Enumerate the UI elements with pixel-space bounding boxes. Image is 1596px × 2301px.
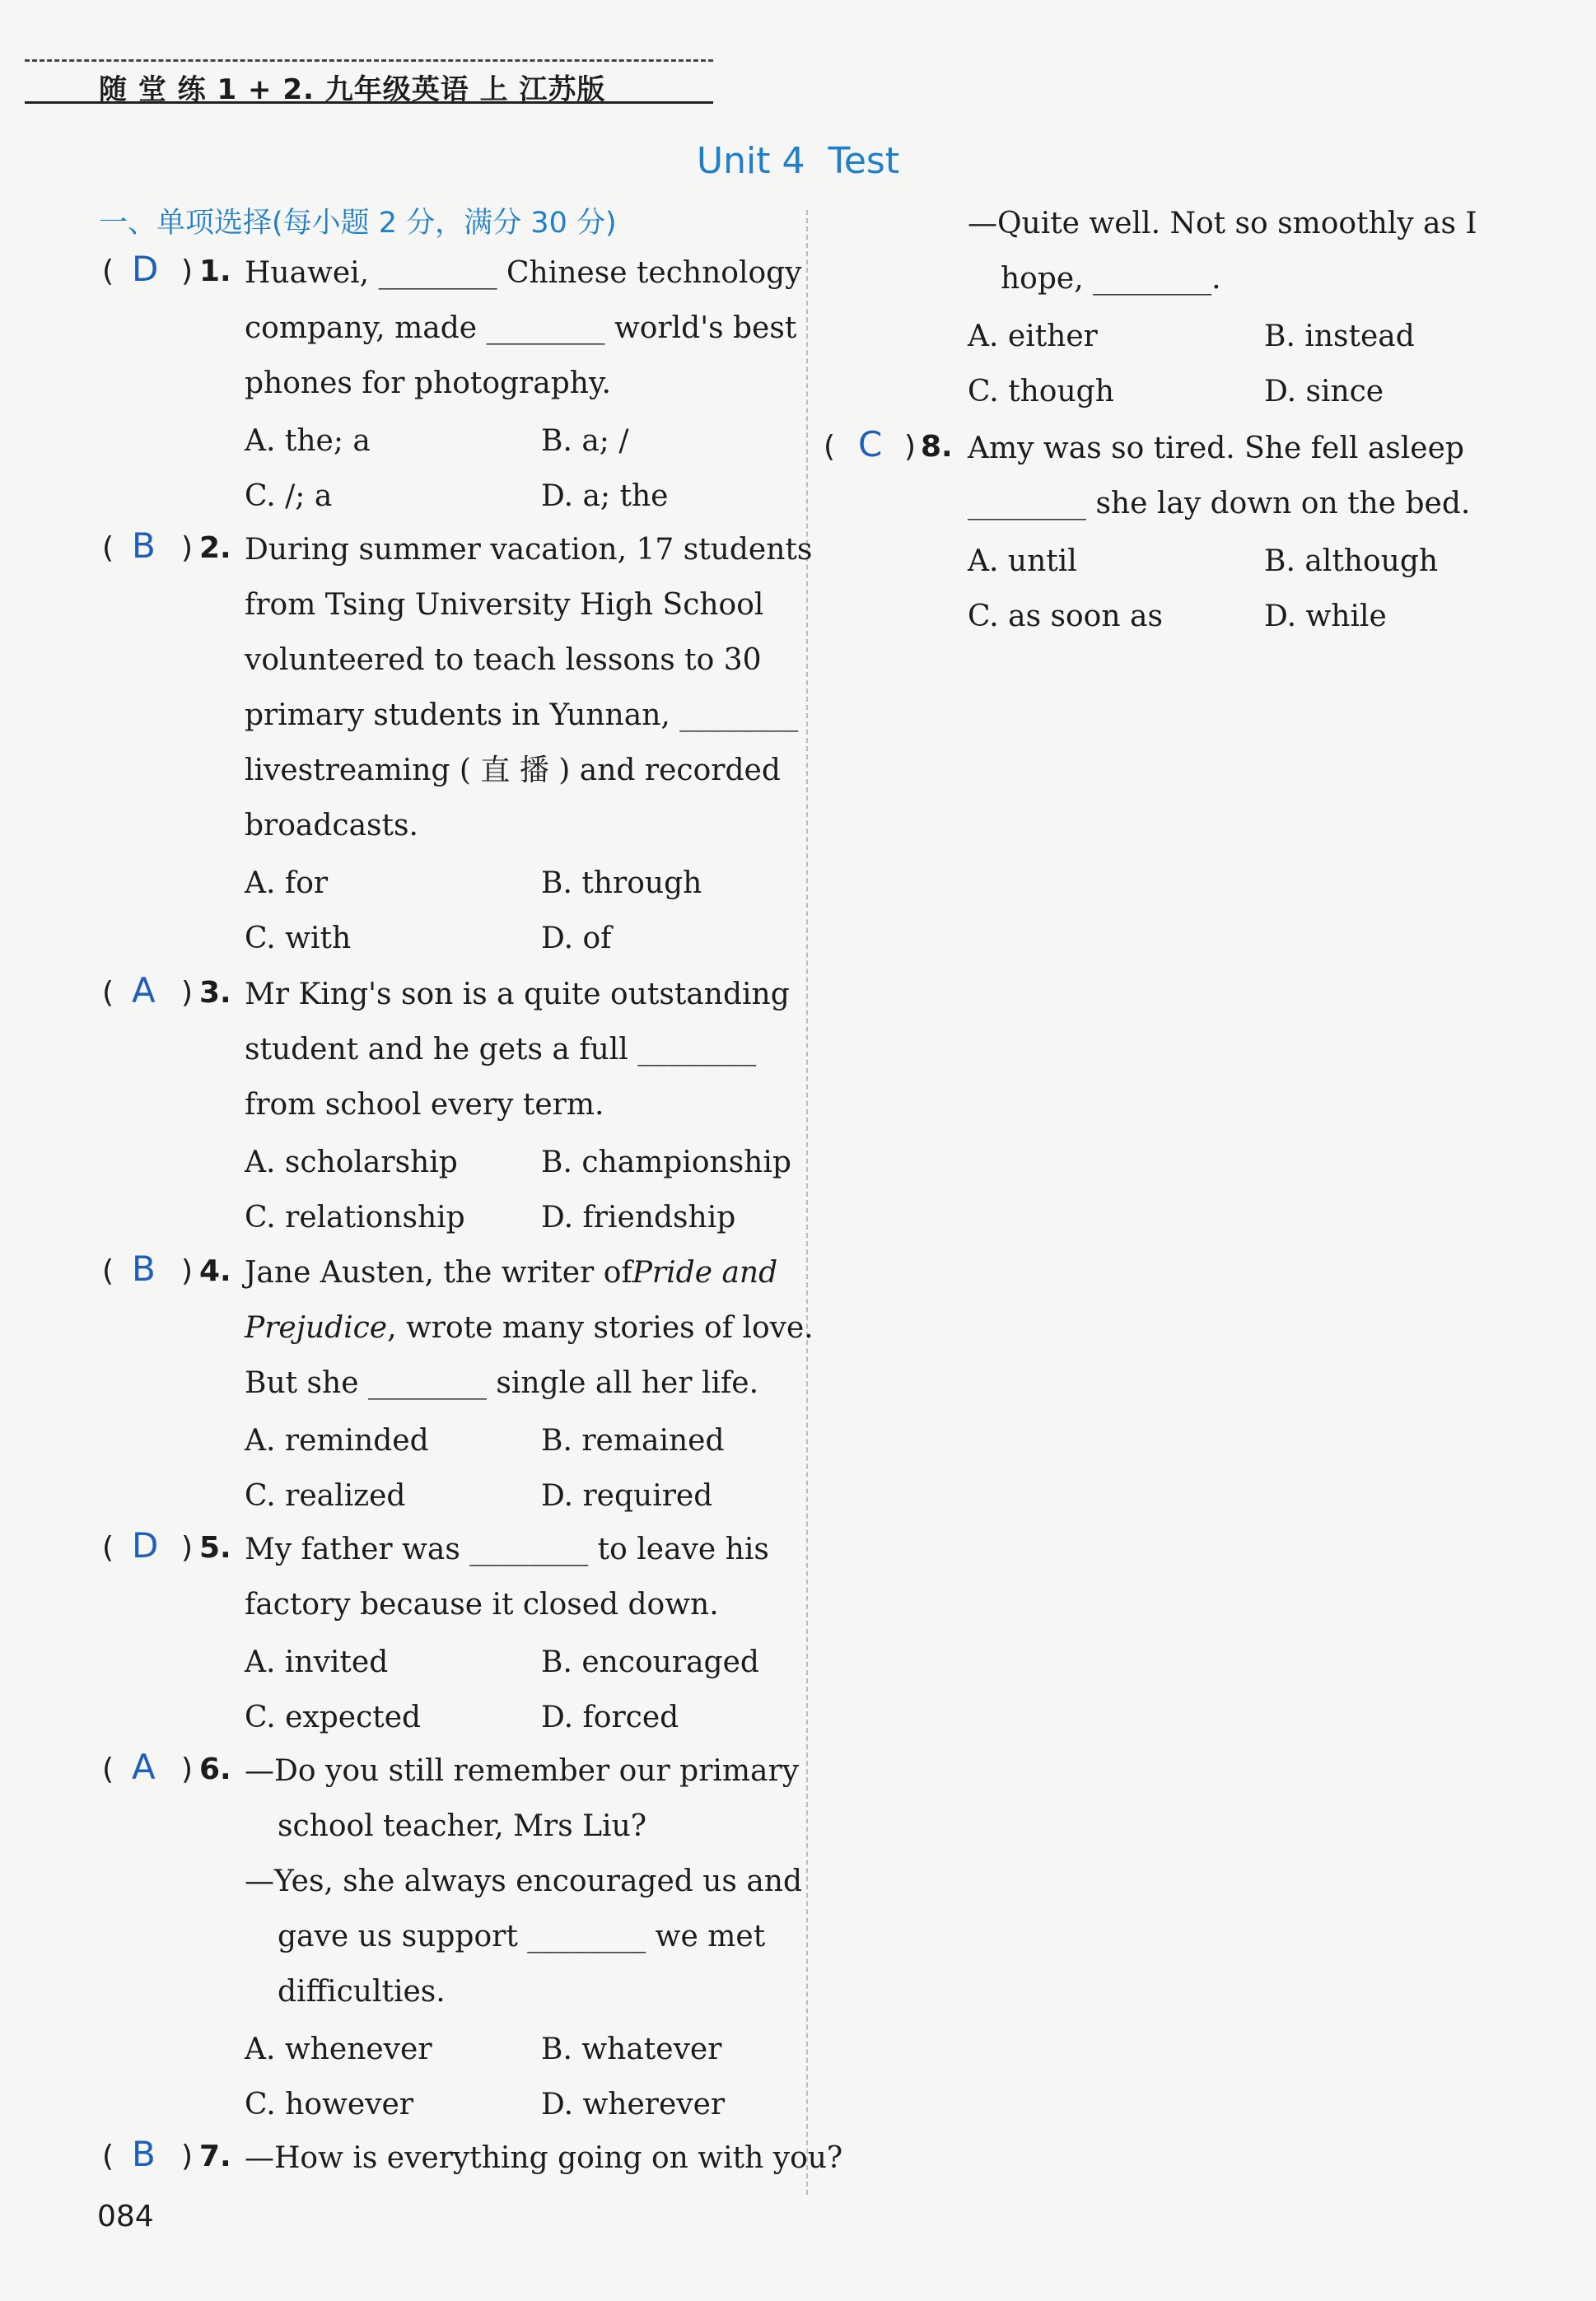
option-c: C. expected: [245, 1701, 422, 1734]
answer-paren-open: (: [102, 531, 114, 565]
unit-label: Unit 4: [696, 140, 805, 182]
option-a: A. the; a: [245, 424, 371, 458]
answer-mark: B: [132, 1249, 156, 1289]
option-b: B. remained: [541, 1424, 725, 1458]
answer-paren-open: (: [102, 1531, 114, 1565]
option-d: D. while: [1264, 600, 1387, 633]
question-text-line: company, made ________ world's best: [245, 311, 797, 345]
option-c: C. with: [245, 922, 352, 955]
option-a: A. until: [968, 544, 1077, 578]
answer-paren-open: (: [102, 1254, 114, 1288]
option-d: D. a; the: [541, 479, 669, 513]
text-segment: , wrote many stories of love.: [387, 1311, 814, 1345]
option-c: C. as soon as: [968, 600, 1163, 633]
question-text-line: gave us support ________ we met: [278, 1920, 766, 1953]
book-title: Prejudice: [245, 1311, 388, 1345]
question-number: 4.: [199, 1254, 231, 1288]
option-c: C. though: [968, 375, 1114, 408]
answer-mark: D: [132, 1525, 159, 1566]
question-text-line: During summer vacation, 17 students: [245, 533, 813, 567]
header-bar: [25, 59, 713, 104]
question-text-line: broadcasts.: [245, 809, 418, 842]
page-number: 084: [97, 2200, 154, 2233]
question-text-line: difficulties.: [278, 1975, 446, 2009]
question-text-line: [245, 1255, 777, 1288]
book-title: Pride and: [632, 1256, 778, 1290]
option-c: C. relationship: [245, 1201, 465, 1235]
question-text-line: But she ________ single all her life.: [245, 1366, 759, 1400]
section-title: 一、单项选择(每小题 2 分，满分 30 分): [99, 207, 617, 240]
answer-paren-open: (: [102, 976, 114, 1010]
question-number: 5.: [199, 1531, 231, 1565]
option-b: B. championship: [541, 1146, 791, 1179]
option-d: D. since: [1264, 375, 1384, 408]
question-text-line: —Quite well. Not so smoothly as I: [968, 207, 1477, 240]
column-divider: [806, 210, 808, 2195]
question-text-line: [245, 1310, 814, 1343]
option-b: B. through: [541, 866, 702, 900]
question-text-line: ________ she lay down on the bed.: [968, 487, 1471, 520]
answer-paren-close: ): [181, 1753, 194, 1786]
option-b: B. although: [1264, 544, 1439, 578]
option-c: C. /; a: [245, 479, 333, 513]
option-d: D. forced: [541, 1701, 679, 1734]
question-number: 6.: [199, 1753, 231, 1786]
question-text-line: livestreaming ( 直 播 ) and recorded: [245, 754, 781, 787]
answer-mark: B: [132, 2134, 156, 2174]
answer-paren-open: (: [102, 1753, 114, 1786]
question-number: 7.: [199, 2140, 231, 2173]
option-d: D. wherever: [541, 2088, 726, 2121]
question-text-line: from school every term.: [245, 1088, 604, 1122]
answer-mark: B: [132, 525, 156, 566]
option-a: A. whenever: [245, 2033, 432, 2066]
answer-paren-close: ): [181, 1531, 194, 1565]
answer-paren-close: ): [181, 1254, 194, 1288]
question-text-line: volunteered to teach lessons to 30: [245, 643, 762, 677]
question-text-line: —How is everything going on with you?: [245, 2141, 843, 2175]
option-d: D. friendship: [541, 1201, 736, 1235]
question-text-line: from Tsing University High School: [245, 588, 764, 622]
question-text-line: —Yes, she always encouraged us and: [245, 1865, 803, 1898]
question-text-line: Amy was so tired. She fell asleep: [968, 432, 1464, 465]
answer-paren-close: ): [181, 976, 194, 1010]
answer-paren-close: ): [904, 430, 917, 464]
answer-paren-close: ): [181, 531, 194, 565]
question-text-line: factory because it closed down.: [245, 1588, 719, 1622]
option-b: B. whatever: [541, 2033, 722, 2066]
page-title: [0, 140, 1596, 182]
question-number: 3.: [199, 976, 231, 1010]
question-text-line: My father was ________ to leave his: [245, 1533, 769, 1566]
option-a: A. scholarship: [245, 1146, 458, 1179]
answer-mark: D: [132, 249, 159, 289]
answer-paren-open: (: [102, 2140, 114, 2173]
question-text-line: hope, ________.: [1001, 262, 1221, 296]
option-d: D. required: [541, 1479, 713, 1513]
option-b: B. a; /: [541, 424, 629, 458]
text-segment: Jane Austen, the writer of: [245, 1256, 632, 1290]
question-text-line: —Do you still remember our primary: [245, 1754, 800, 1788]
question-text-line: Huawei, ________ Chinese technology: [245, 256, 802, 290]
question-number: 2.: [199, 531, 231, 565]
answer-paren-close: ): [181, 2140, 194, 2173]
test-label: Test: [828, 140, 900, 182]
answer-mark: A: [132, 1747, 156, 1787]
answer-paren-open: (: [824, 430, 836, 464]
option-c: C. realized: [245, 1479, 406, 1513]
answer-mark: C: [858, 424, 883, 464]
option-d: D. of: [541, 922, 612, 955]
option-c: C. however: [245, 2088, 413, 2121]
option-b: B. instead: [1264, 320, 1415, 353]
option-a: A. for: [245, 866, 329, 900]
option-a: A. reminded: [245, 1424, 429, 1458]
question-text-line: school teacher, Mrs Liu?: [278, 1809, 647, 1843]
question-number: 8.: [921, 430, 953, 464]
answer-paren-close: ): [181, 254, 194, 288]
question-text-line: Mr King's son is a quite outstanding: [245, 978, 790, 1011]
option-a: A. invited: [245, 1645, 389, 1679]
option-b: B. encouraged: [541, 1645, 759, 1679]
question-text-line: phones for photography.: [245, 366, 611, 400]
question-number: 1.: [199, 254, 231, 288]
option-a: A. either: [968, 320, 1098, 353]
header-text: 随 堂 练 1 + 2. 九年级英语 上 江苏版: [99, 73, 606, 106]
answer-paren-open: (: [102, 254, 114, 288]
answer-mark: A: [132, 970, 156, 1010]
question-text-line: primary students in Yunnan, ________: [245, 698, 799, 732]
question-text-line: student and he gets a full ________: [245, 1033, 757, 1066]
